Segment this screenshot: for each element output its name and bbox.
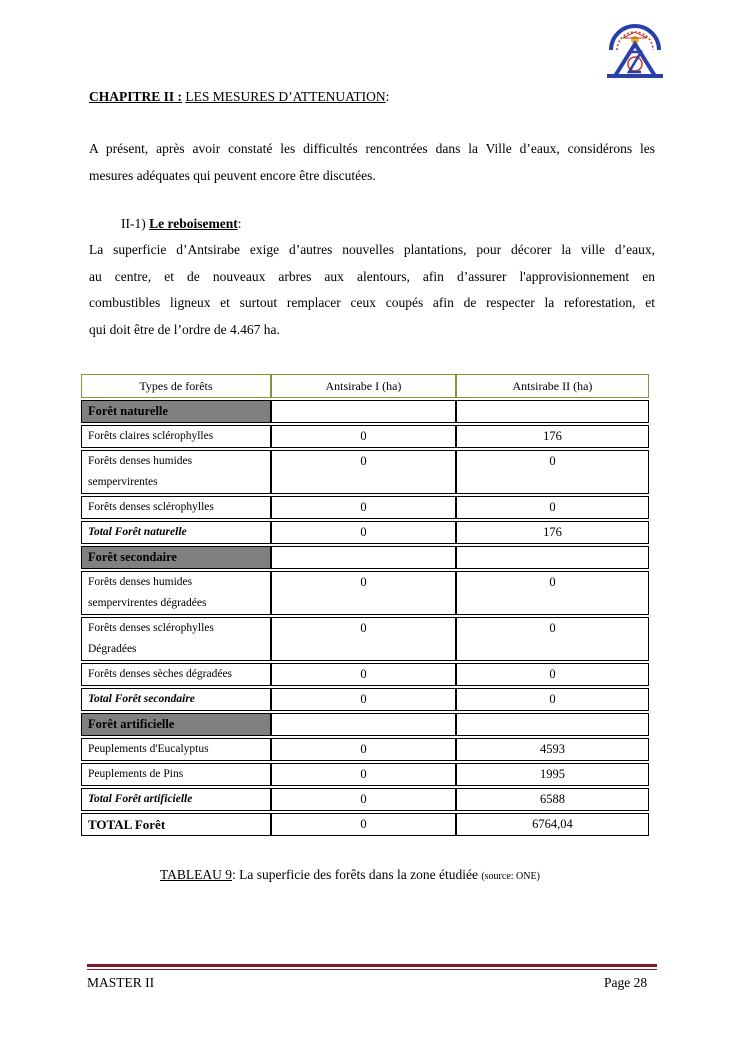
column-header: Antsirabe I (ha) bbox=[271, 374, 456, 398]
table-total-row bbox=[81, 788, 649, 811]
grand-total-antsirabe-2: 6764,04 bbox=[456, 813, 649, 836]
body-paragraph bbox=[89, 237, 655, 343]
total-antsirabe-1: 0 bbox=[271, 788, 456, 811]
university-emblem-icon bbox=[603, 22, 667, 80]
section-suffix: : bbox=[237, 216, 242, 231]
body-line: combustibles ligneux et surtout remplacer ceux coupés afin de respecter la reforestation, et bbox=[89, 295, 655, 310]
group-label: Forêt artificielle bbox=[81, 713, 271, 736]
caption-source: (source: ONE) bbox=[481, 871, 540, 882]
value-antsirabe-1: 0 bbox=[271, 738, 456, 761]
table-row bbox=[81, 571, 649, 615]
chapter-title: LES MESURES D’ATTENUATION bbox=[185, 89, 386, 104]
total-label: Total Forêt artificielle bbox=[81, 788, 271, 811]
empty-cell bbox=[271, 713, 456, 736]
table-row bbox=[81, 496, 649, 519]
value-antsirabe-2: 0 bbox=[456, 571, 649, 615]
value-antsirabe-1: 0 bbox=[271, 663, 456, 686]
intro-paragraph bbox=[89, 136, 655, 189]
caption-text: : La superficie des forêts dans la zone étudiée bbox=[232, 867, 478, 882]
table-row bbox=[81, 425, 649, 448]
value-antsirabe-2: 176 bbox=[456, 425, 649, 448]
table-group-row bbox=[81, 400, 649, 423]
table-row bbox=[81, 617, 649, 661]
body-line: qui doit être de l’ordre de 4.467 ha. bbox=[89, 321, 280, 337]
table-group-row bbox=[81, 546, 649, 569]
page-label: Page bbox=[604, 975, 631, 990]
table-row bbox=[81, 738, 649, 761]
chapter-suffix: : bbox=[385, 89, 390, 104]
forest-area-table bbox=[81, 372, 649, 838]
column-header: Antsirabe II (ha) bbox=[456, 374, 649, 398]
empty-cell bbox=[271, 546, 456, 569]
total-label: Total Forêt secondaire bbox=[81, 688, 271, 711]
table-row bbox=[81, 763, 649, 786]
total-label: Total Forêt naturelle bbox=[81, 521, 271, 544]
value-antsirabe-1: 0 bbox=[271, 571, 456, 615]
forest-type: Peuplements d'Eucalyptus bbox=[81, 738, 271, 761]
section-heading bbox=[121, 216, 241, 232]
value-antsirabe-1: 0 bbox=[271, 617, 456, 661]
table-grand-total-row bbox=[81, 813, 649, 836]
table-total-row bbox=[81, 521, 649, 544]
value-antsirabe-2: 0 bbox=[456, 450, 649, 494]
forest-type: Peuplements de Pins bbox=[81, 763, 271, 786]
empty-cell bbox=[456, 400, 649, 423]
value-antsirabe-2: 1995 bbox=[456, 763, 649, 786]
grand-total-label: TOTAL Forêt bbox=[81, 813, 271, 836]
column-header: Types de forêts bbox=[81, 374, 271, 398]
body-line: au centre, et de nouveaux arbres aux alentours, afin d’assurer l'approvisionnement en bbox=[89, 268, 655, 284]
chapter-heading bbox=[89, 89, 389, 105]
value-antsirabe-1: 0 bbox=[271, 425, 456, 448]
forest-type: Forêts denses humides sempervirentes bbox=[81, 450, 271, 494]
value-antsirabe-2: 4593 bbox=[456, 738, 649, 761]
intro-line: A présent, après avoir constaté les difficultés rencontrées dans la Ville d’eaux, considérons les bbox=[89, 141, 655, 156]
body-line: La superficie d’Antsirabe exige d’autres nouvelles plantations, pour décorer la ville d’eaux, bbox=[89, 242, 655, 257]
table-header-row bbox=[81, 374, 649, 398]
forest-type: Forêts denses sèches dégradées bbox=[81, 663, 271, 686]
section-number: II-1) bbox=[121, 216, 146, 231]
footer-rule-thick bbox=[87, 964, 657, 967]
intro-line: mesures adéquates qui peuvent encore être discutées. bbox=[89, 167, 376, 183]
value-antsirabe-2: 0 bbox=[456, 617, 649, 661]
value-antsirabe-2: 0 bbox=[456, 663, 649, 686]
value-antsirabe-1: 0 bbox=[271, 450, 456, 494]
empty-cell bbox=[456, 546, 649, 569]
total-antsirabe-2: 0 bbox=[456, 688, 649, 711]
chapter-label: CHAPITRE II : bbox=[89, 89, 183, 104]
caption-label: TABLEAU 9 bbox=[160, 867, 233, 882]
table-row bbox=[81, 450, 649, 494]
value-antsirabe-1: 0 bbox=[271, 763, 456, 786]
table-caption bbox=[160, 867, 540, 883]
page-number: 28 bbox=[633, 975, 648, 990]
total-antsirabe-2: 6588 bbox=[456, 788, 649, 811]
value-antsirabe-2: 0 bbox=[456, 496, 649, 519]
footer-rule-thin bbox=[87, 969, 657, 970]
total-antsirabe-2: 176 bbox=[456, 521, 649, 544]
empty-cell bbox=[456, 713, 649, 736]
table-group-row bbox=[81, 713, 649, 736]
total-antsirabe-1: 0 bbox=[271, 688, 456, 711]
section-title: Le reboisement bbox=[149, 216, 238, 231]
value-antsirabe-1: 0 bbox=[271, 496, 456, 519]
table-row bbox=[81, 663, 649, 686]
group-label: Forêt secondaire bbox=[81, 546, 271, 569]
grand-total-antsirabe-1: 0 bbox=[271, 813, 456, 836]
group-label: Forêt naturelle bbox=[81, 400, 271, 423]
table-total-row bbox=[81, 688, 649, 711]
empty-cell bbox=[271, 400, 456, 423]
forest-type: Forêts denses sclérophylles Dégradées bbox=[81, 617, 271, 661]
forest-type: Forêts denses sclérophylles bbox=[81, 496, 271, 519]
footer-page bbox=[604, 975, 647, 991]
footer-left: MASTER II bbox=[87, 975, 155, 990]
forest-type: Forêts denses humides sempervirentes dégradées bbox=[81, 571, 271, 615]
forest-type: Forêts claires sclérophylles bbox=[81, 425, 271, 448]
total-antsirabe-1: 0 bbox=[271, 521, 456, 544]
